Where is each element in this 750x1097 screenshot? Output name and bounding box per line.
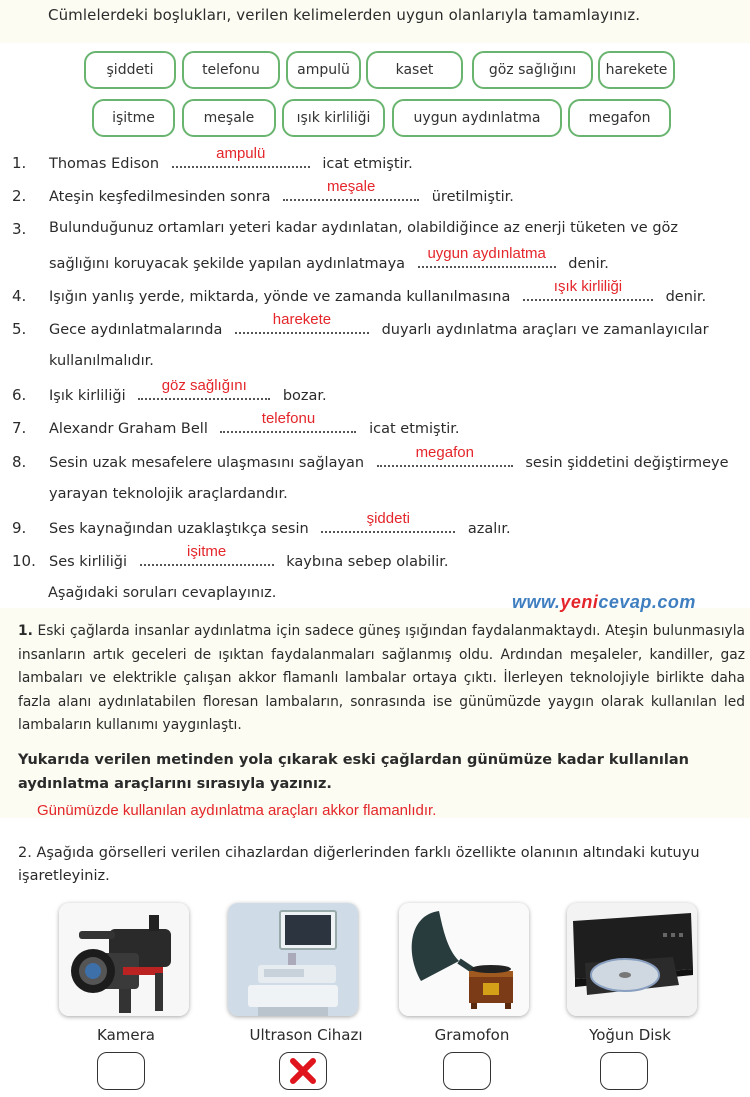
device-caption: Ultrason Cihazı (249, 1026, 363, 1044)
checkbox-yogun-disk[interactable] (600, 1052, 648, 1090)
site-watermark: www.yenicevap.com (512, 592, 696, 612)
word-chip: ışık kirliliği (282, 99, 385, 137)
question-number: 1. (12, 154, 27, 172)
cd-player-image (567, 903, 697, 1016)
question-number: 3. (12, 220, 27, 238)
question-text: icat etmiştir. (322, 156, 413, 172)
question-number: 2. (12, 187, 27, 205)
passage-text: Eski çağlarda insanlar aydınlatma için sadece güneş ışığından faydalanmaktaydı. Ateşin bulunmasıyla insanların artık geceleri de ışıktan faydalanmaları sağlanmış oldu. Ardından meşaleler, kandiller, gaz lambaları ve elektrikle çalışan akkor flamanlı lambalar ortaya çıktı. İlerleyen teknolojiyle birlikte daha fazla alanı aydınlatabilen floresan lambaların, sonrasında ise günümüzde yaygın olarak kullanılan led lambaların kullanımı yaygınlaştı. (18, 623, 745, 733)
answer-blank (235, 311, 369, 334)
word-chip: şiddeti (84, 51, 176, 89)
answer-blank (220, 410, 356, 433)
ultrasound-image (228, 903, 358, 1016)
filled-answer: göz sağlığını (161, 377, 247, 394)
open-question: Yukarıda verilen metinden yola çıkarak eski çağlardan günümüze kadar kullanılan aydınlatma araçlarını sırasıyla yazınız. (18, 752, 689, 792)
device-question (18, 842, 745, 888)
question-text: Bulunduğunuz ortamları yeteri kadar aydınlatan, olabildiğince az enerji tüketen ve göz (49, 220, 679, 236)
question-number: 9. (12, 519, 27, 537)
device-caption: Gramofon (434, 1026, 510, 1044)
word-chip: meşale (182, 99, 276, 137)
question-number: 10. (12, 552, 36, 570)
cross-mark-icon (288, 1056, 318, 1086)
question-text: Ses kaynağından uzaklaştıkça sesin (49, 521, 309, 537)
answer-blank (418, 245, 556, 268)
question-text: yarayan teknolojik araçlardandır. (49, 486, 288, 502)
question-text: Işığın yanlış yerde, miktarda, yönde ve zamanda kullanılmasına (49, 289, 511, 305)
instruction-title: Cümlelerdeki boşlukları, verilen kelimelerden uygun olanlarıyla tamamlayınız. (48, 6, 641, 24)
checkbox-kamera[interactable] (97, 1052, 145, 1090)
device-caption: Kamera (97, 1026, 155, 1044)
answer-blank (523, 278, 653, 301)
filled-answer: uygun aydınlatma (427, 245, 546, 262)
question-text: Ses kirliliği (49, 554, 128, 570)
word-chip: telefonu (182, 51, 280, 89)
question-text: sağlığını koruyacak şekilde yapılan aydınlatmaya (49, 256, 406, 272)
filled-answer: ışık kirliliği (553, 278, 623, 295)
question-number: 2. (18, 845, 32, 861)
question-text: Ateşin keşfedilmesinden sonra (49, 189, 271, 205)
camera-image (59, 903, 189, 1016)
section-title: Aşağıdaki soruları cevaplayınız. (48, 585, 277, 601)
question-number: 8. (12, 453, 27, 471)
gramophone-image (399, 903, 529, 1016)
question-number: 7. (12, 419, 27, 437)
filled-answer: meşale (326, 178, 376, 195)
question-text: denir. (568, 256, 609, 272)
answer-blank (283, 178, 419, 201)
answer-blank (377, 444, 513, 467)
question-text: sesin şiddetini değiştirmeye (525, 455, 729, 471)
answer-blank (172, 145, 310, 168)
question-number: 6. (12, 386, 27, 404)
word-chip: megafon (568, 99, 671, 137)
question-number: 5. (12, 320, 27, 338)
reading-passage (18, 620, 745, 738)
filled-answer: megafon (415, 444, 474, 461)
question-text: üretilmiştir. (431, 189, 514, 205)
question-number: 4. (12, 287, 27, 305)
question-text: Thomas Edison (49, 156, 160, 172)
word-chip: harekete (598, 51, 675, 89)
checkbox-ultrason[interactable] (279, 1052, 327, 1090)
answer-blank (140, 543, 274, 566)
filled-answer: ampulü (216, 145, 266, 162)
question-text: bozar. (282, 388, 327, 404)
question-number: 1. (18, 623, 33, 639)
filled-answer: şiddeti (366, 510, 410, 527)
filled-answer: işitme (187, 543, 227, 560)
device-caption: Yoğun Disk (589, 1026, 671, 1044)
question-text: denir. (665, 289, 707, 305)
word-chip: işitme (92, 99, 175, 137)
word-chip: kaset (366, 51, 463, 89)
word-chip: ampulü (286, 51, 361, 89)
question-text: azalır. (467, 521, 511, 537)
question-text: Aşağıda görselleri verilen cihazlardan diğerlerinden farklı özellikte olanının altındaki kutuyu işaretleyiniz. (18, 845, 700, 884)
question-text: Işık kirliliği (49, 388, 126, 404)
question-text: Gece aydınlatmalarında (49, 322, 223, 338)
word-chip: göz sağlığını (472, 51, 593, 89)
word-chip: uygun aydınlatma (392, 99, 562, 137)
question-text: kullanılmalıdır. (49, 353, 154, 369)
question-text: icat etmiştir. (369, 421, 460, 437)
question-text: duyarlı aydınlatma araçları ve zamanlayıcılar (381, 322, 709, 338)
filled-answer: harekete (272, 311, 332, 328)
answer-blank (138, 377, 270, 400)
checkbox-gramofon[interactable] (443, 1052, 491, 1090)
filled-answer: telefonu (261, 410, 316, 427)
handwritten-answer: Günümüzde kullanılan aydınlatma araçları akkor flamanlıdır. (37, 802, 437, 819)
answer-blank (321, 510, 455, 533)
question-text: Sesin uzak mesafelere ulaşmasını sağlayan (49, 455, 365, 471)
question-text: Alexandr Graham Bell (49, 421, 208, 437)
question-text: kaybına sebep olabilir. (286, 554, 449, 570)
